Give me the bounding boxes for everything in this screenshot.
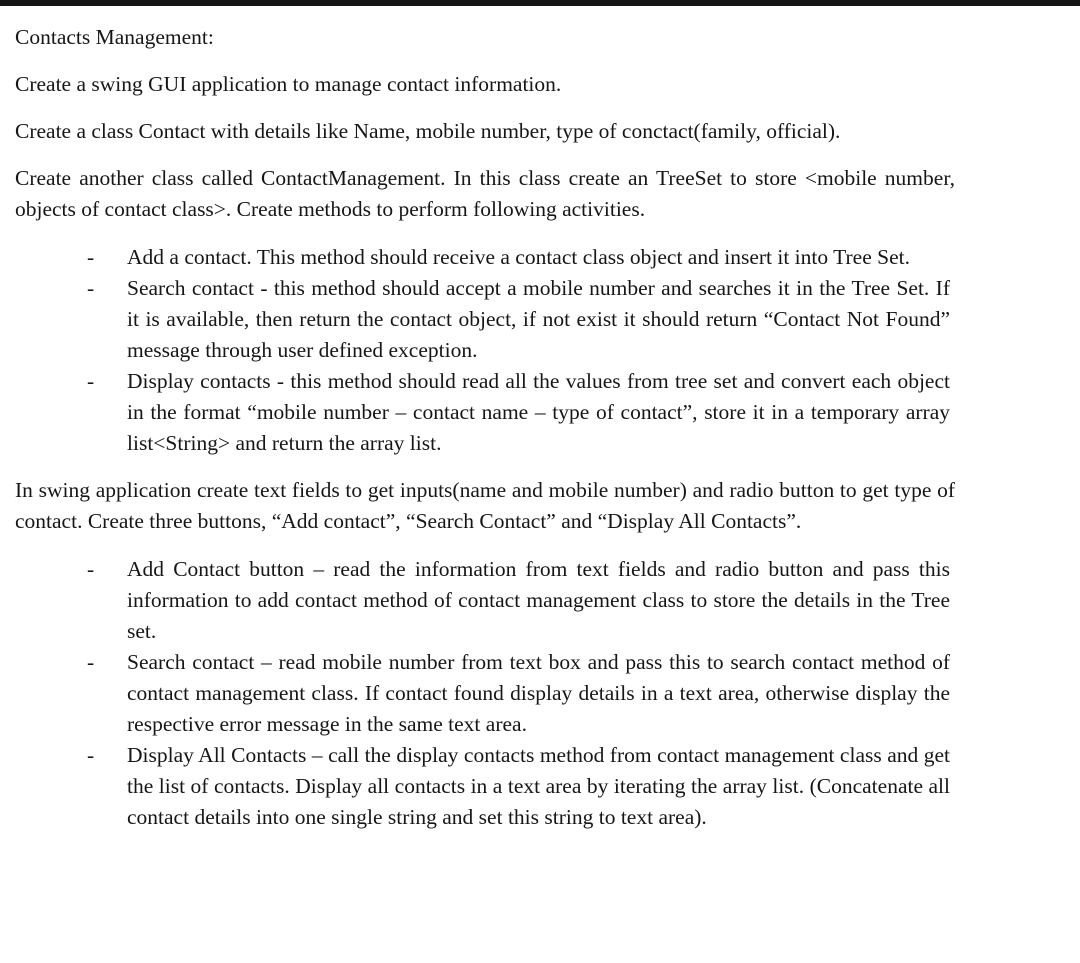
bullet-dash: - bbox=[87, 650, 95, 674]
top-border bbox=[0, 0, 1080, 6]
swing-application-paragraph: In swing application create text fields to get inputs(name and mobile number) and radio button to get type of contact. Create three buttons, “Add contact”, “Search Contact” and “Display All Contacts”. bbox=[15, 478, 955, 533]
method-search-contact: Search contact - this method should accept a mobile number and searches it in the Tree Set. If it is available, then return the contact object, if not exist it should return “Contact Not Found” message through user defined exception. bbox=[127, 276, 950, 362]
bullet-dash: - bbox=[87, 557, 95, 581]
bullet-dash: - bbox=[87, 743, 95, 767]
add-contact-button-description: Add Contact button – read the information from text fields and radio button and pass this information to add contact method of contact management class to store the details in the Tree set. bbox=[127, 557, 950, 643]
contact-management-paragraph: Create another class called ContactManagement. In this class create an TreeSet to store <mobile number, objects of contact class>. Create methods to perform following activities. bbox=[15, 166, 955, 221]
bullet-dash: - bbox=[87, 245, 95, 269]
bullet-dash: - bbox=[87, 276, 95, 300]
display-all-contacts-button-description: Display All Contacts – call the display contacts method from contact management class and get the list of contacts. Display all contacts in a text area by iterating the array list. (Concatenate all contact details into one single string and set this string to text area). bbox=[127, 743, 950, 829]
list-item bbox=[15, 273, 950, 366]
method-display-contacts: Display contacts - this method should read all the values from tree set and convert each object in the format “mobile number – contact name – type of contact”, store it in a temporary array list<String> and return the array list. bbox=[127, 369, 950, 455]
list-item bbox=[15, 554, 950, 647]
contact-class-paragraph: Create a class Contact with details like Name, mobile number, type of conctact(family, official). bbox=[15, 119, 841, 143]
bullet-dash: - bbox=[87, 369, 95, 393]
list-item bbox=[15, 740, 950, 833]
buttons-list bbox=[15, 554, 955, 833]
document-title: Contacts Management: bbox=[15, 25, 214, 49]
list-item bbox=[15, 242, 950, 273]
list-item bbox=[15, 647, 950, 740]
assignment-document bbox=[15, 22, 955, 833]
method-add-contact: Add a contact. This method should receive a contact class object and insert it into Tree Set. bbox=[127, 245, 910, 269]
methods-list bbox=[15, 242, 955, 459]
list-item bbox=[15, 366, 950, 459]
intro-paragraph: Create a swing GUI application to manage contact information. bbox=[15, 72, 562, 96]
search-contact-button-description: Search contact – read mobile number from text box and pass this to search contact method of contact management class. If contact found display details in a text area, otherwise display the respective error message in the same text area. bbox=[127, 650, 950, 736]
